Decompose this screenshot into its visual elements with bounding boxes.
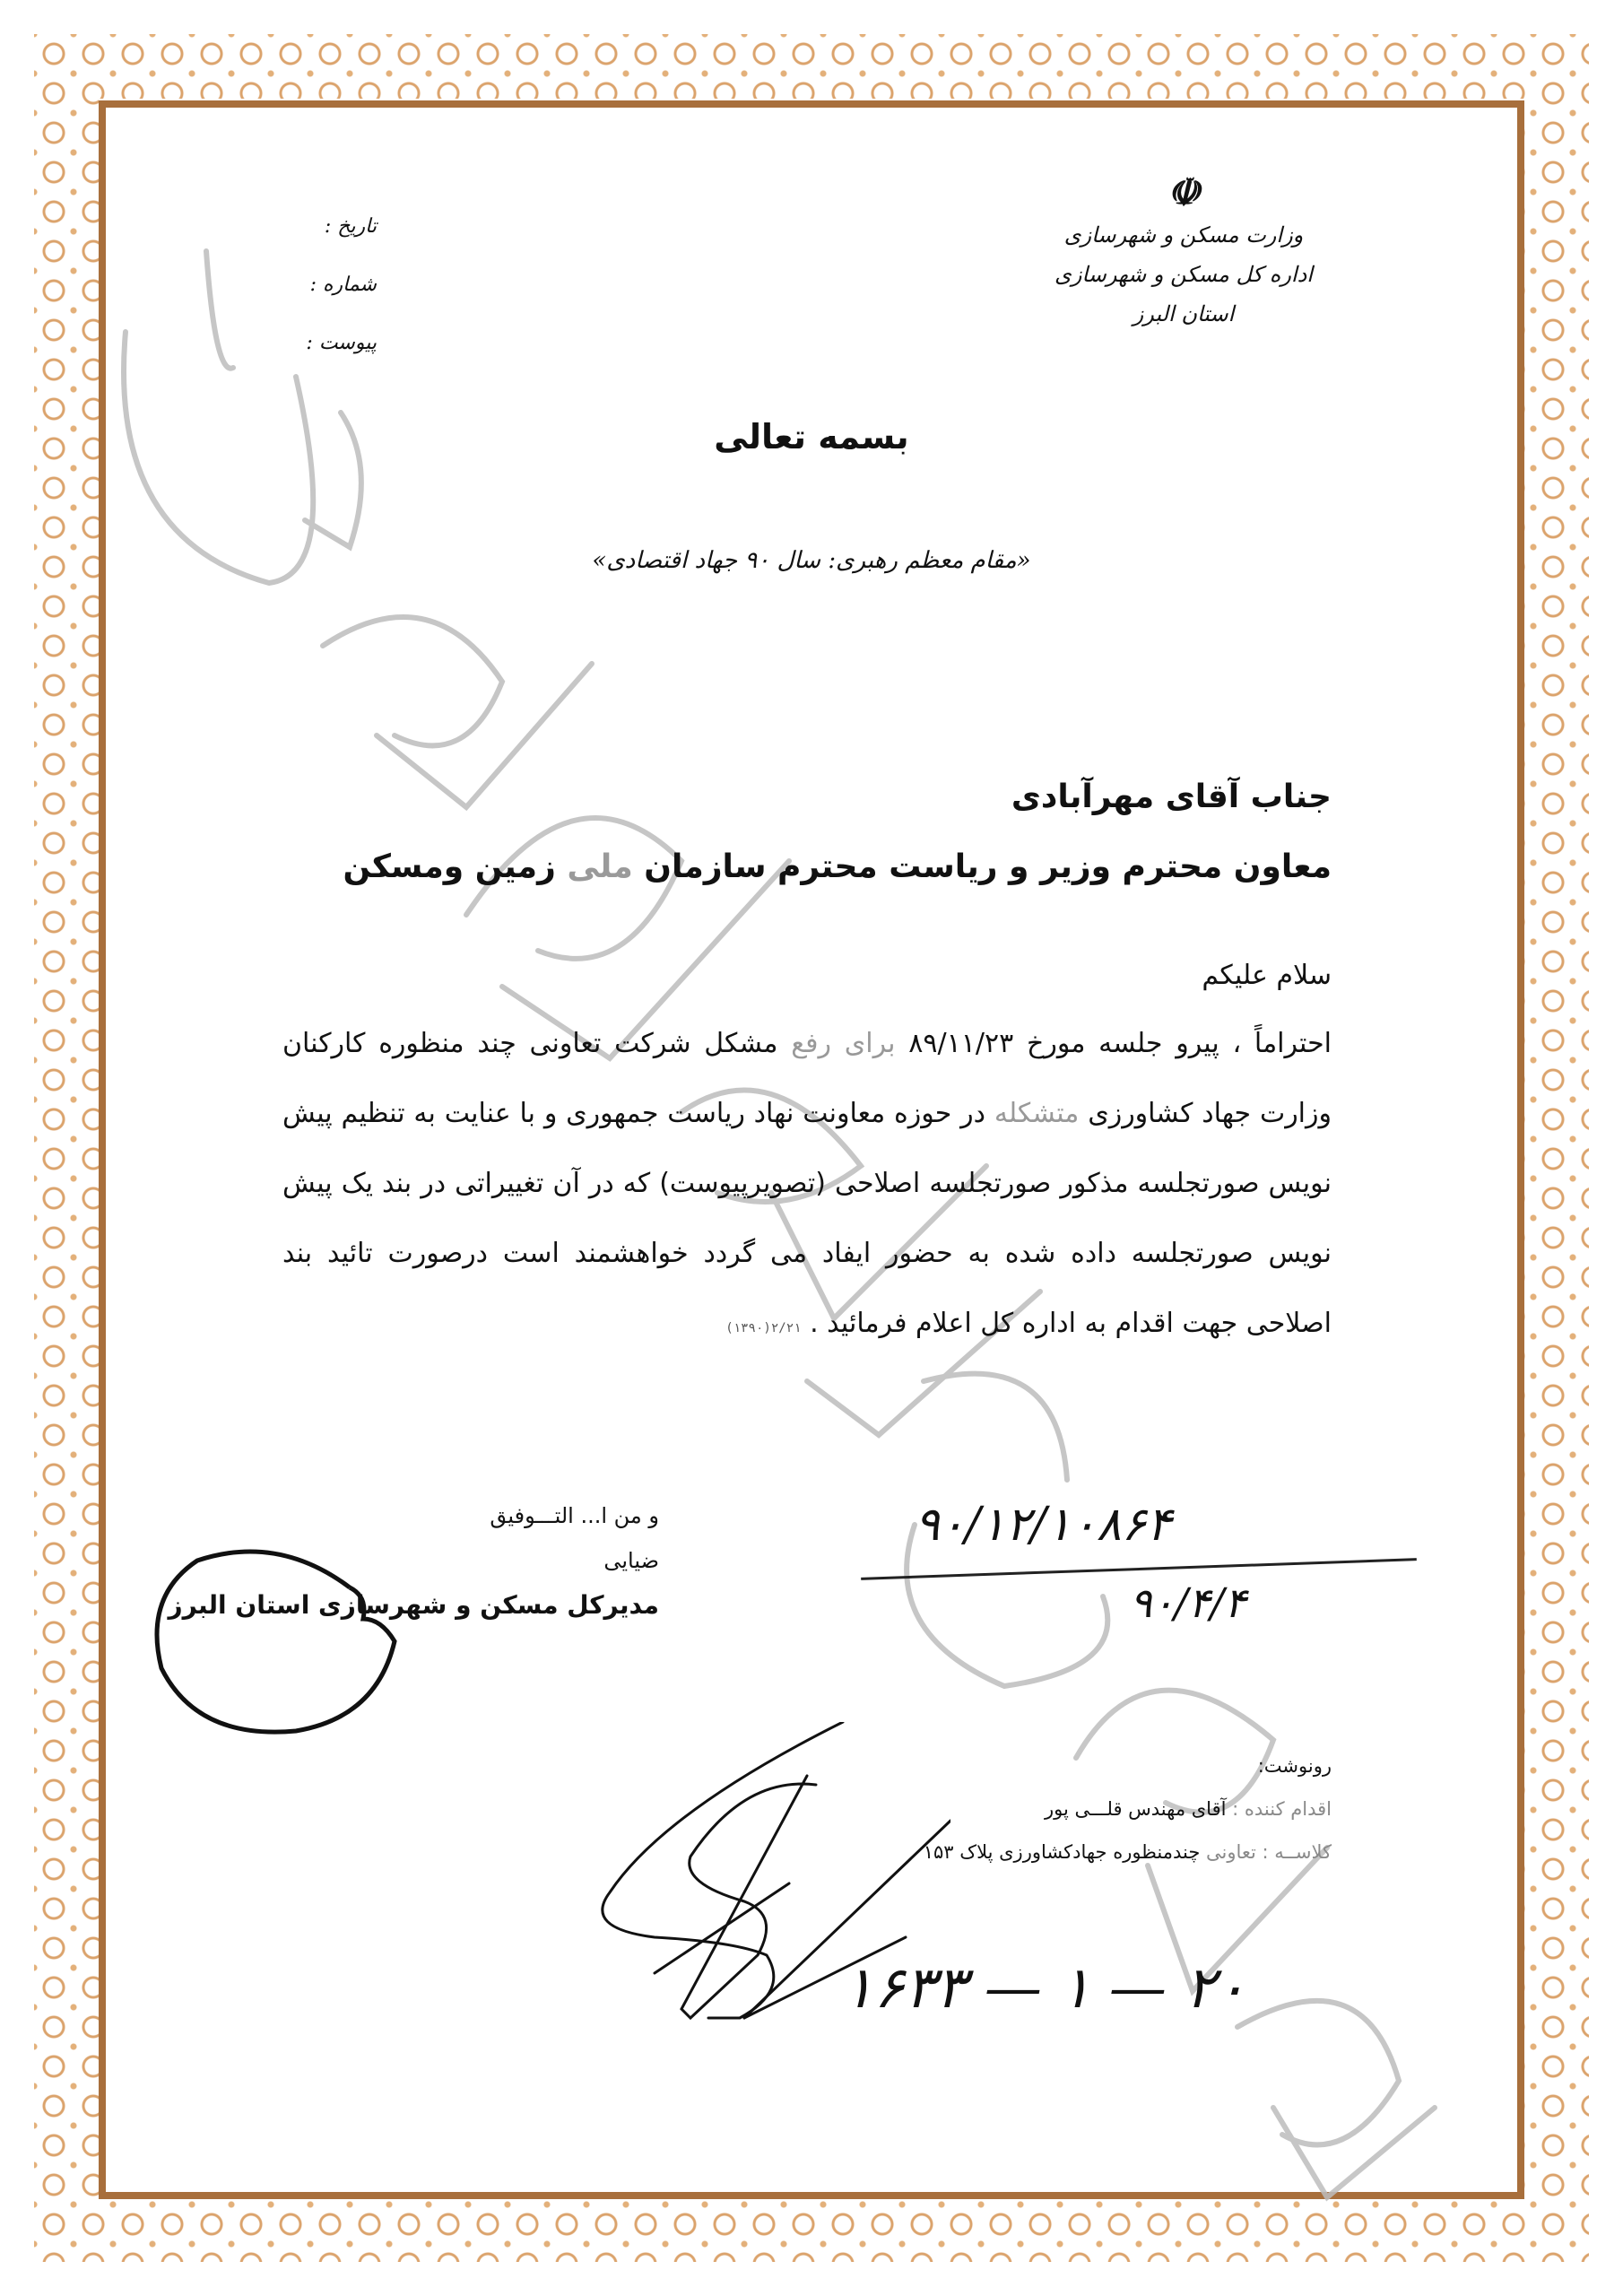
body-text-faded: متشکله <box>994 1098 1080 1129</box>
cc-label: رونوشت: <box>1257 1755 1332 1777</box>
date-label: تاریخ : <box>324 215 377 238</box>
cc-file-value: چندمنظوره جهادکشاورزی پلاک ۱۵۳ <box>923 1841 1201 1863</box>
cc-file <box>924 1831 1332 1874</box>
handwritten-reference <box>861 1498 1417 1668</box>
ministry-emblem-icon: ☫ <box>1167 170 1201 214</box>
letter-meta <box>269 197 377 372</box>
handwritten-mark: ۲/۲۱(۱۳۹۰) <box>725 1321 802 1335</box>
bottom-handwritten-number: ۲۰ — ۱ — ۱۶۳۳ <box>843 1955 1246 2022</box>
body-text: مشکل شرکت تعاونی چند منظوره کارکنان وزارت جهاد کشاورزی <box>282 1028 1332 1129</box>
year-slogan: «مقام معظم رهبری: سال ۹۰ جهاد اقتصادی» <box>592 547 1031 574</box>
cc-action-by <box>924 1787 1332 1831</box>
signatory-title: مدیرکل مسکن و شهرسازی استان البرز <box>168 1590 659 1620</box>
addressee-title-part: معاون محترم وزیر و ریاست محترم سازمان <box>632 848 1332 885</box>
cc-action-label: اقدام کننده : <box>1226 1798 1332 1820</box>
cc-action-name: آقای مهندس قلـــی پور <box>1045 1798 1227 1820</box>
ministry-name: وزارت مسکن و شهرسازی <box>1063 222 1304 248</box>
attachment-label: پیوست : <box>306 332 377 354</box>
greeting: سلام علیکم <box>1202 960 1332 991</box>
closing-phrase: و من ا... التـــوفیق <box>490 1503 659 1528</box>
signatory-name: ضیایی <box>603 1548 659 1573</box>
bismillah-heading: بسمه تعالی <box>714 417 909 457</box>
addressee-title-faded: ملی <box>567 848 633 885</box>
cc-block <box>924 1744 1332 1874</box>
reference-underline <box>861 1558 1417 1580</box>
addressee-title <box>256 832 1332 902</box>
department-name: اداره کل مسکن و شهرسازی استان البرز <box>1055 262 1313 326</box>
closing-block <box>169 1493 660 1628</box>
signature-stroke <box>681 1776 816 2018</box>
reference-number-top: ۹۰/۱۲/۱۰۸۶۴ <box>915 1498 1172 1552</box>
cc-file-label: کلاســه : تعاونی <box>1200 1841 1332 1863</box>
body-text: در حوزه معاونت نهاد ریاست جمهوری و با عنایت به تنظیم پیش نویس صورتجلسه مذکور صورتجلسه اصلاحی (تصویرپیوست) که در آن تغییراتی در بند یک پیش نویس صورتجلسه داده شده به حضور ایفاد می گردد خواهشمند است درصورت تائید بند اصلاحی جهت اقدام به اداره کل اعلام فرمائید . <box>282 1098 1332 1339</box>
ministry-header <box>1040 170 1327 334</box>
letter-body <box>282 1009 1332 1363</box>
addressee-name: جناب آقای مهرآبادی <box>1011 778 1332 815</box>
addressee <box>256 762 1332 902</box>
body-text: احتراماً ، پیرو جلسه مورخ ۸۹/۱۱/۲۳ <box>895 1028 1332 1059</box>
signature-stroke <box>603 1722 843 2018</box>
reference-number-bottom: ۹۰/۴/۴ <box>1130 1578 1246 1627</box>
body-text-faded: برای رفع <box>791 1028 896 1059</box>
number-label: شماره : <box>309 274 377 296</box>
addressee-title-part: زمین ومسکن <box>343 848 568 885</box>
